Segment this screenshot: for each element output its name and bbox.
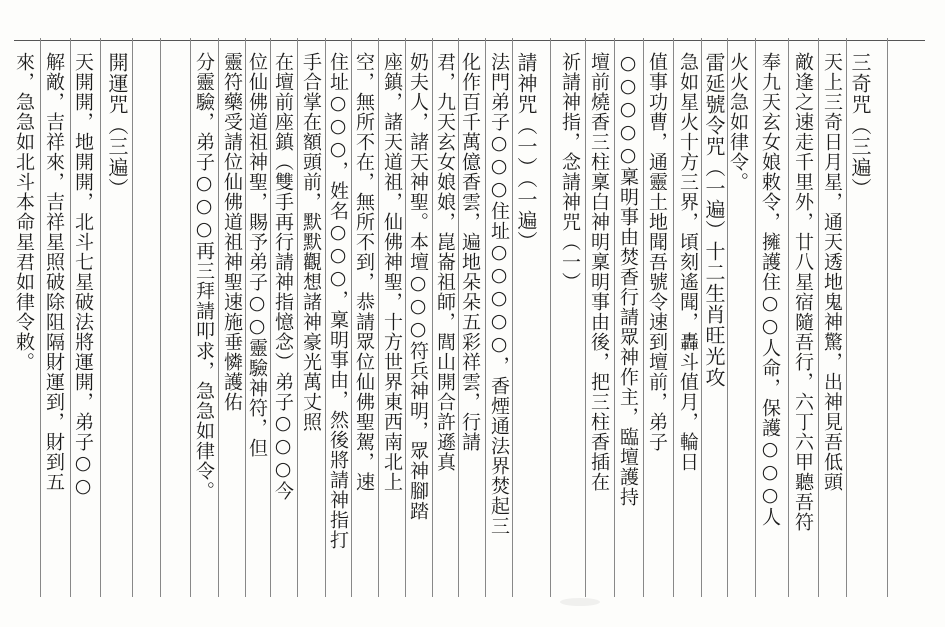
paper-smudge — [560, 598, 600, 606]
text-column: 奉九天玄女娘敕令，擁護住○○人命，保護○○○人 — [759, 52, 781, 527]
text-column: 急如星火十方三界，頃刻遙聞，轟斗值月，輪日 — [677, 52, 699, 472]
text-column: 壇前燒香三柱稟白神明稟明事由後，把三柱香插在 — [588, 52, 610, 492]
text-column: 三奇咒（三遍） — [848, 52, 872, 199]
text-column: 分靈驗，弟子○○○再三拜請叩求，急急如律令。 — [193, 52, 215, 501]
text-column: 天上三奇日月星，通天透地鬼神驚，出神見吾低頭 — [821, 52, 843, 492]
text-column: 靈符藥受請位仙佛道祖神聖速施垂憐護佑 — [221, 52, 243, 412]
column-rule — [100, 38, 101, 597]
text-column: 住址○○○，姓名○○○，稟明事由，然後將請神指打 — [327, 52, 349, 550]
text-column: 天開開，地開開，北斗七星破法將運開，弟子○○ — [72, 52, 94, 498]
text-column: 法門弟子○○○住址○○○○○，香煙通法界焚起三 — [488, 52, 510, 536]
text-column: 座鎮，諸天道祖，仙佛神聖，十方世界東西南北上 — [381, 52, 403, 492]
column-rule — [788, 38, 789, 597]
text-column: 解敵，吉祥來，吉祥星照破除阻隔財運到，財到五 — [43, 52, 65, 492]
column-rule — [132, 38, 133, 597]
text-column: 空，無所不在，無所不到，恭請眾位仙佛聖駕，速 — [353, 52, 375, 492]
text-column: 值事功曹，通靈土地聞吾號令速到壇前，弟子 — [646, 52, 668, 452]
text-column: 君，九天玄女娘娘，崑崙祖師，閭山開合許遜真 — [434, 52, 456, 472]
text-column: 來，急急如北斗本命星君如律令敕。 — [13, 52, 35, 372]
text-column: 在壇前座鎮（雙手再行請神指憶念）弟子○○○今 — [272, 52, 294, 501]
text-column: 位仙佛道祖神聖，賜予弟子○○靈驗神符，但 — [246, 52, 268, 458]
column-rule — [755, 38, 756, 597]
text-column: 火火急如律令。 — [727, 52, 749, 192]
text-column: 化作百千萬億香雲，遍地朵朵五彩祥雲，行請 — [459, 52, 481, 452]
text-column: 雷延號令咒（一遍）十二生肖旺光攻 — [702, 52, 726, 388]
text-column: 請神咒（一）（一遍） — [514, 52, 538, 252]
column-rule — [160, 38, 161, 597]
column-rule — [673, 38, 674, 597]
column-rule — [887, 38, 888, 597]
column-rule — [550, 38, 551, 597]
text-column: 敵逢之速走千里外，廿八星宿隨吾行，六丁六甲聽吾符 — [792, 52, 814, 532]
text-column: 祈請神指，念請神咒（一） — [559, 52, 581, 292]
text-column: 手合掌在額頭前，默默觀想諸神豪光萬丈照 — [300, 52, 322, 432]
text-column: 奶夫人，諸天神聖。本壇○○○符兵神明，眾神腳踏 — [407, 52, 429, 521]
text-column: 開運咒（三遍） — [105, 52, 129, 199]
text-column: ○○○○○稟明事由焚香行請眾神作主，臨壇護持 — [617, 52, 639, 507]
